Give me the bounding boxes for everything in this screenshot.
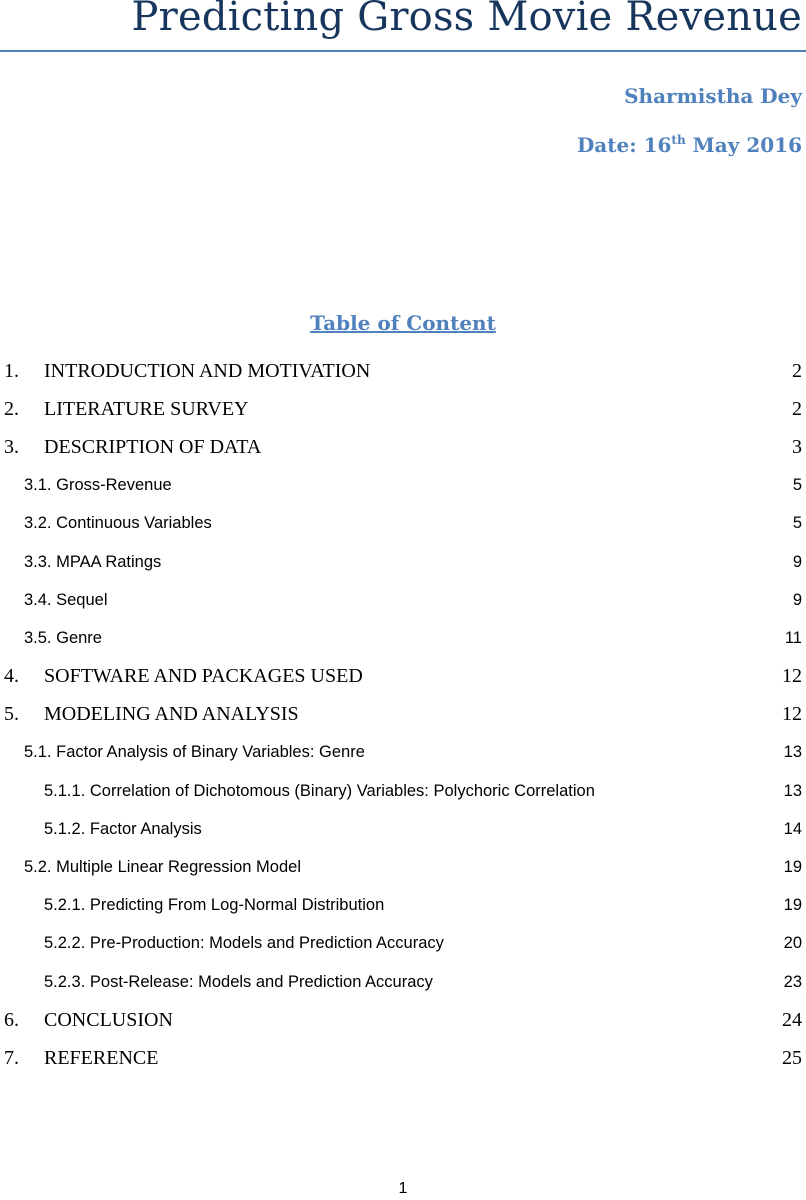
toc-entry[interactable] — [0, 581, 806, 619]
toc-entry-title: Genre — [56, 628, 102, 647]
toc-entry-number: 3.1. — [24, 476, 52, 495]
toc-entry-label — [44, 973, 433, 992]
toc-entry-number: 5.1.2. — [44, 819, 86, 838]
toc-entry-number: 7. — [4, 1046, 19, 1069]
toc-entry-page: 2 — [792, 359, 802, 382]
toc-entry-title: Gross-Revenue — [56, 476, 172, 495]
toc-entry-page: 14 — [783, 819, 802, 838]
toc-entry-title: Continuous Variables — [56, 514, 212, 533]
toc-entry-title: CONCLUSION — [44, 1008, 173, 1031]
toc-entry[interactable] — [0, 658, 806, 696]
toc-entry-number: 2. — [4, 397, 19, 420]
toc-entry-title: Multiple Linear Regression Model — [56, 858, 301, 877]
toc-entry-number: 5.1. — [24, 743, 52, 762]
toc-entry-page: 11 — [784, 628, 802, 647]
toc-entry-page: 13 — [783, 743, 802, 762]
author-name: Sharmistha Dey — [624, 84, 802, 108]
toc-entry-number: 4. — [4, 665, 19, 688]
toc-entry-label — [24, 743, 365, 762]
toc-entry-page: 12 — [782, 703, 802, 726]
document-date — [577, 133, 802, 157]
toc-entry-number: 3.3. — [24, 552, 52, 571]
toc-entry-title: Factor Analysis of Binary Variables: Genre — [56, 743, 365, 762]
toc-entry-number: 5.2.3. — [44, 972, 86, 991]
toc-entry-page: 24 — [782, 1008, 802, 1031]
toc-entry-title: Post-Release: Models and Prediction Accuracy — [89, 972, 433, 991]
toc-entry-number: 3.4. — [24, 590, 52, 609]
toc-entry-label — [44, 934, 444, 953]
toc-entry-label — [44, 896, 384, 915]
toc-entry-number: 5.1.1. — [44, 781, 86, 800]
toc-entry-label — [24, 591, 108, 610]
toc-entry-page: 20 — [783, 934, 802, 953]
toc-entry[interactable] — [0, 352, 806, 390]
toc-entry-title: DESCRIPTION OF DATA — [44, 435, 262, 458]
toc-entry-title: INTRODUCTION AND MOTIVATION — [44, 359, 371, 382]
toc-entry-number: 3. — [4, 435, 19, 458]
toc-entry[interactable] — [0, 734, 806, 772]
toc-entry[interactable] — [0, 505, 806, 543]
toc-entry-page: 9 — [792, 552, 802, 571]
toc-entry[interactable] — [0, 848, 806, 886]
toc-entry[interactable] — [0, 810, 806, 848]
toc-entry-title: Sequel — [56, 590, 108, 609]
toc-entry-title: LITERATURE SURVEY — [44, 397, 249, 420]
toc-entry-label — [24, 858, 301, 877]
toc-entry-page: 3 — [792, 435, 802, 458]
toc-entry-page: 5 — [792, 476, 802, 495]
toc-entry-page: 2 — [792, 397, 802, 420]
toc-entry[interactable] — [0, 543, 806, 581]
toc-entry-page: 19 — [783, 896, 802, 915]
toc-entry[interactable] — [0, 619, 806, 657]
toc-entry-label — [44, 820, 202, 839]
toc-entry-title: MPAA Ratings — [56, 552, 162, 571]
toc-entry-page: 12 — [782, 665, 802, 688]
toc-entry-page: 25 — [782, 1046, 802, 1069]
toc-entry[interactable] — [0, 696, 806, 734]
table-of-contents — [0, 352, 806, 1078]
toc-entry[interactable] — [0, 1039, 806, 1077]
toc-entry-label — [24, 514, 212, 533]
toc-entry-title: Predicting From Log-Normal Distribution — [89, 896, 385, 915]
page-number: 1 — [398, 1180, 408, 1197]
toc-entry-number: 1. — [4, 359, 19, 382]
toc-heading: Table of Content — [310, 311, 496, 335]
document-title: Predicting Gross Movie Revenue — [131, 0, 802, 40]
toc-entry[interactable] — [0, 772, 806, 810]
toc-entry-number: 6. — [4, 1008, 19, 1031]
date-suffix: May 2016 — [685, 133, 802, 157]
toc-entry-page: 9 — [792, 590, 802, 609]
toc-entry-number: 5.2. — [24, 858, 52, 877]
toc-entry-number: 3.2. — [24, 514, 52, 533]
toc-entry-title: REFERENCE — [44, 1046, 159, 1069]
toc-entry-title: Pre-Production: Models and Prediction Accuracy — [89, 934, 444, 953]
date-prefix: Date: 16 — [576, 133, 672, 157]
toc-entry-label — [24, 629, 102, 648]
toc-entry-number: 5.2.2. — [44, 934, 86, 953]
toc-entry-page: 23 — [783, 972, 802, 991]
toc-entry-number: 5. — [4, 703, 19, 726]
toc-entry-label — [24, 553, 161, 572]
toc-entry[interactable] — [0, 390, 806, 428]
toc-entry-title: SOFTWARE AND PACKAGES USED — [44, 665, 363, 688]
toc-entry-page: 5 — [792, 514, 802, 533]
toc-entry[interactable] — [0, 887, 806, 925]
toc-entry-title: MODELING AND ANALYSIS — [44, 703, 299, 726]
toc-entry-label — [44, 782, 595, 801]
toc-entry[interactable] — [0, 428, 806, 466]
toc-entry-label — [24, 476, 172, 495]
toc-entry[interactable] — [0, 925, 806, 963]
toc-entry-title: Correlation of Dichotomous (Binary) Variables: Polychoric Correlation — [89, 781, 595, 800]
toc-entry[interactable] — [0, 467, 806, 505]
title-underline — [0, 50, 806, 52]
toc-entry[interactable] — [0, 963, 806, 1001]
toc-entry[interactable] — [0, 1001, 806, 1039]
toc-entry-title: Factor Analysis — [89, 819, 202, 838]
toc-entry-page: 13 — [783, 781, 802, 800]
toc-entry-number: 5.2.1. — [44, 896, 86, 915]
date-ordinal: th — [671, 133, 686, 147]
toc-entry-page: 19 — [783, 858, 802, 877]
toc-entry-number: 3.5. — [24, 628, 52, 647]
